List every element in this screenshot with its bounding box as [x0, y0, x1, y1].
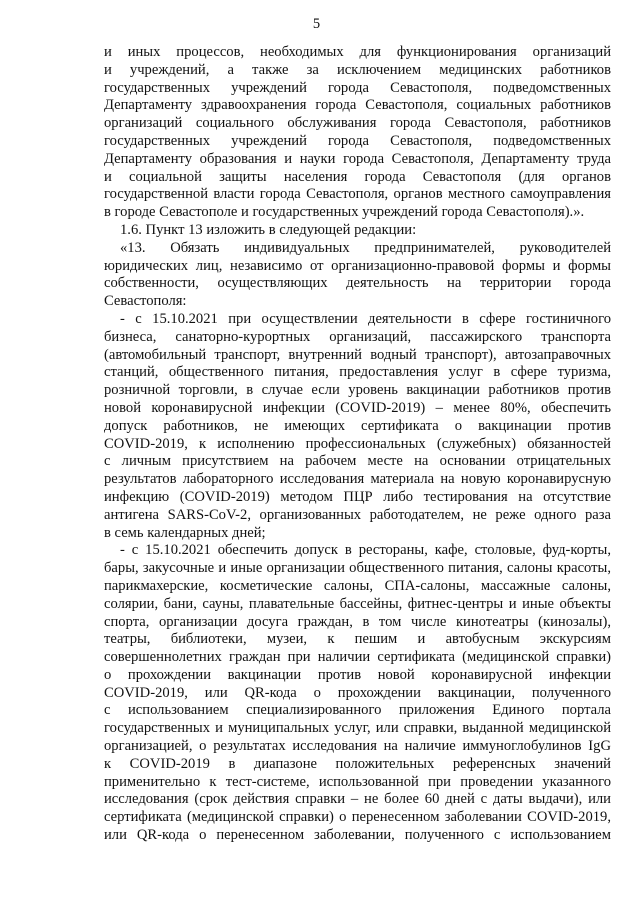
text-line: 1.6. Пункт 13 изложить в следующей редакции: [120, 221, 417, 238]
text-line: в семь календарных дней; [104, 524, 266, 541]
text-line: бизнеса, санаторно-курортных организаций, пассажирского транспорта [104, 328, 611, 345]
text-line: о прохождении вакцинации против новой коронавирусной инфекции [104, 666, 611, 683]
text-line: театры, библиотеки, музеи, к пешим и автобусным экскурсиям [104, 631, 611, 648]
text-line: организацией, о результатах исследования на наличие иммуноглобулинов IgG [104, 738, 611, 755]
text-line: инфекцию (COVID-2019) методом ПЦР либо тестирования на отсутствие [104, 488, 611, 505]
text-line: Севастополя: [104, 293, 187, 310]
text-line: юридических лиц, независимо от организационно-правовой формы и формы [104, 257, 611, 274]
text-line: результатов лабораторного исследования материала на новую коронавирусную [104, 471, 611, 488]
text-line: государственных учреждений города Севастополя, подведомственных [104, 79, 611, 96]
text-line: новой коронавирусной инфекции (COVID-2019) – менее 80%, обеспечить [104, 399, 611, 416]
text-line: парикмахерские, косметические салоны, СПА-салоны, массажные салоны, [104, 577, 611, 594]
text-line: собственности, осуществляющих деятельность на территории города [104, 275, 611, 292]
text-line: «13. Обязать индивидуальных предпринимателей, руководителей [120, 239, 611, 256]
document-body [104, 44, 611, 845]
text-line: и иных процессов, необходимых для функционирования организаций [104, 44, 611, 60]
text-line: Департаменту здравоохранения города Севастополя, социальных работников [104, 97, 611, 114]
text-line: Департаменту образования и науки города Севастополя, Департаменту труда [104, 150, 611, 167]
text-line: антигена SARS-CoV-2, организованных работодателем, не реже одного раза [104, 506, 611, 523]
text-line: совершеннолетних граждан при наличии сертификата (медицинской справки) [104, 649, 611, 666]
text-line: спорта, организации досуга граждан, в том числе кинотеатры (кинозалы), [104, 613, 611, 630]
text-line: применительно к тест-системе, использованной при проведении указанного [104, 773, 611, 790]
text-line: COVID-2019, или QR-кода о прохождении вакцинации, полученного [104, 684, 611, 701]
text-line: государственных учреждений города Севастополя, подведомственных [104, 132, 611, 149]
text-line: в городе Севастополе и государственных учреждений города Севастополя).». [104, 204, 585, 221]
page-number: 5 [312, 16, 321, 32]
text-line: и социальной защиты населения города Севастополя (для органов [104, 168, 611, 185]
text-line: с личным присутствием на рабочем месте на основании отрицательных [104, 453, 611, 470]
text-line: розничной торговли, в случае если уровень вакцинации работников против [104, 382, 611, 399]
text-line: государственной власти города Севастополя, органов местного самоуправления [104, 186, 611, 203]
text-line: организаций социального обслуживания города Севастополя, работников [104, 115, 611, 132]
text-line: государственных и муниципальных услуг, или справки, выданной медицинской [104, 720, 611, 737]
text-line: с использованием специализированного приложения Единого портала [104, 702, 611, 719]
text-line: или QR-кода о перенесенном заболевании, полученного с использованием [104, 827, 611, 844]
text-line: COVID-2019, к исполнению профессиональных (служебных) обязанностей [104, 435, 611, 452]
text-line: станций, общественного питания, предоставления услуг в сфере туризма, [104, 364, 611, 381]
text-line: к COVID-2019 в диапазоне положительных референсных значений [104, 755, 611, 772]
text-line: солярии, бани, сауны, плавательные бассейны, фитнес-центры и иные объекты [104, 595, 611, 612]
text-line: - с 15.10.2021 при осуществлении деятельности в сфере гостиничного [120, 310, 611, 327]
text-line: - с 15.10.2021 обеспечить допуск в рестораны, кафе, столовые, фуд-корты, [120, 542, 611, 559]
text-line: допуск работников, не имеющих сертификата о вакцинации против [104, 417, 611, 434]
text-line: сертификата (медицинской справки) о перенесенном заболевании COVID-2019, [104, 809, 611, 826]
text-line: бары, закусочные и иные организации общественного питания, салоны красоты, [104, 560, 611, 577]
text-line: и учреждений, а также за исключением медицинских работников [104, 61, 611, 78]
text-line: (автомобильный транспорт, внутренний водный транспорт), автозаправочных [104, 346, 611, 363]
text-line: исследования (срок действия справки – не более 60 дней с даты выдачи), или [104, 791, 611, 808]
